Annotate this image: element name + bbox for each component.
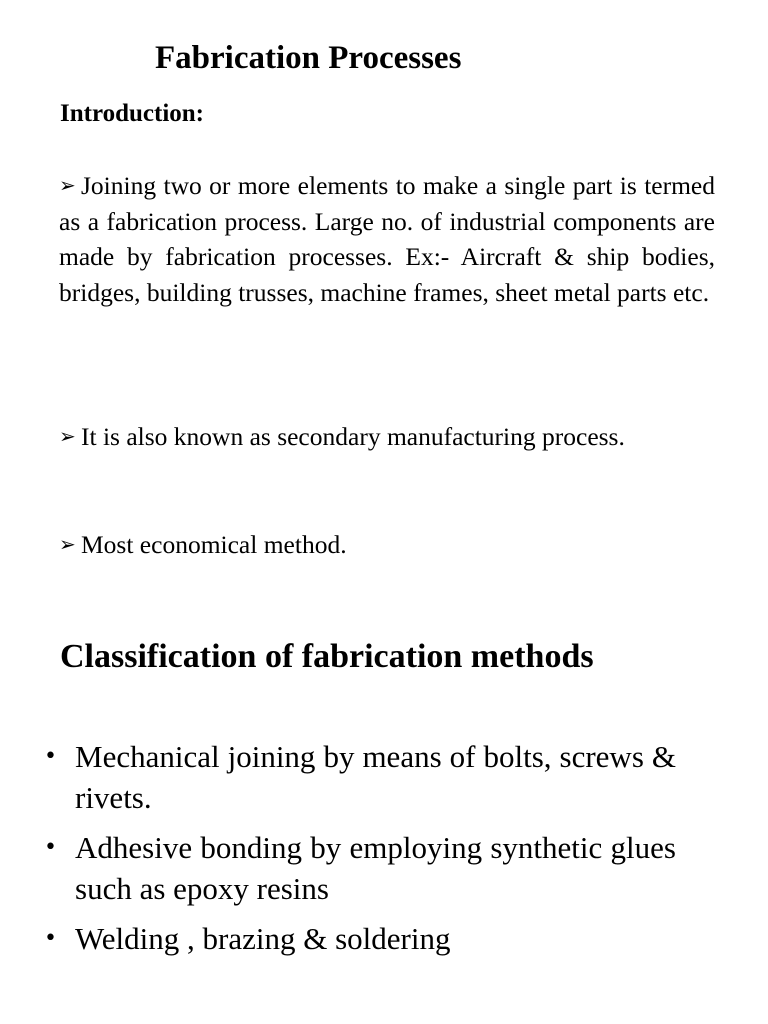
intro-point-text: It is also known as secondary manufacturing process. bbox=[81, 422, 625, 451]
classification-item-3 bbox=[44, 918, 676, 959]
page-title: Fabrication Processes bbox=[155, 40, 462, 76]
intro-point-3 bbox=[59, 527, 715, 563]
intro-point-text: Joining two or more elements to make a single part is termed as a fabrication process. Large no. of industrial components are made by fabrication processes. Ex:- Aircraft & ship bodies, bridges, building trusses, machine frames, sheet metal parts etc. bbox=[59, 171, 715, 308]
arrow-bullet-icon: ➢ bbox=[59, 424, 76, 448]
classification-item-text: Welding , brazing & soldering bbox=[75, 921, 451, 956]
classification-item-text: Adhesive bonding by employing synthetic glues such as epoxy resins bbox=[75, 830, 676, 906]
classification-item-1 bbox=[44, 736, 676, 818]
bullet-dot-icon: • bbox=[44, 744, 57, 769]
arrow-bullet-icon: ➢ bbox=[59, 173, 76, 197]
classification-item-text: Mechanical joining by means of bolts, screws & rivets. bbox=[75, 739, 676, 815]
intro-point-1 bbox=[59, 168, 715, 311]
introduction-heading: Introduction: bbox=[60, 100, 205, 127]
classification-heading: Classification of fabrication methods bbox=[60, 638, 594, 675]
intro-point-text: Most economical method. bbox=[81, 530, 347, 559]
bullet-dot-icon: • bbox=[44, 926, 57, 951]
classification-item-2 bbox=[44, 827, 676, 909]
arrow-bullet-icon: ➢ bbox=[59, 532, 76, 556]
bullet-dot-icon: • bbox=[44, 835, 57, 860]
intro-point-2 bbox=[59, 419, 715, 455]
